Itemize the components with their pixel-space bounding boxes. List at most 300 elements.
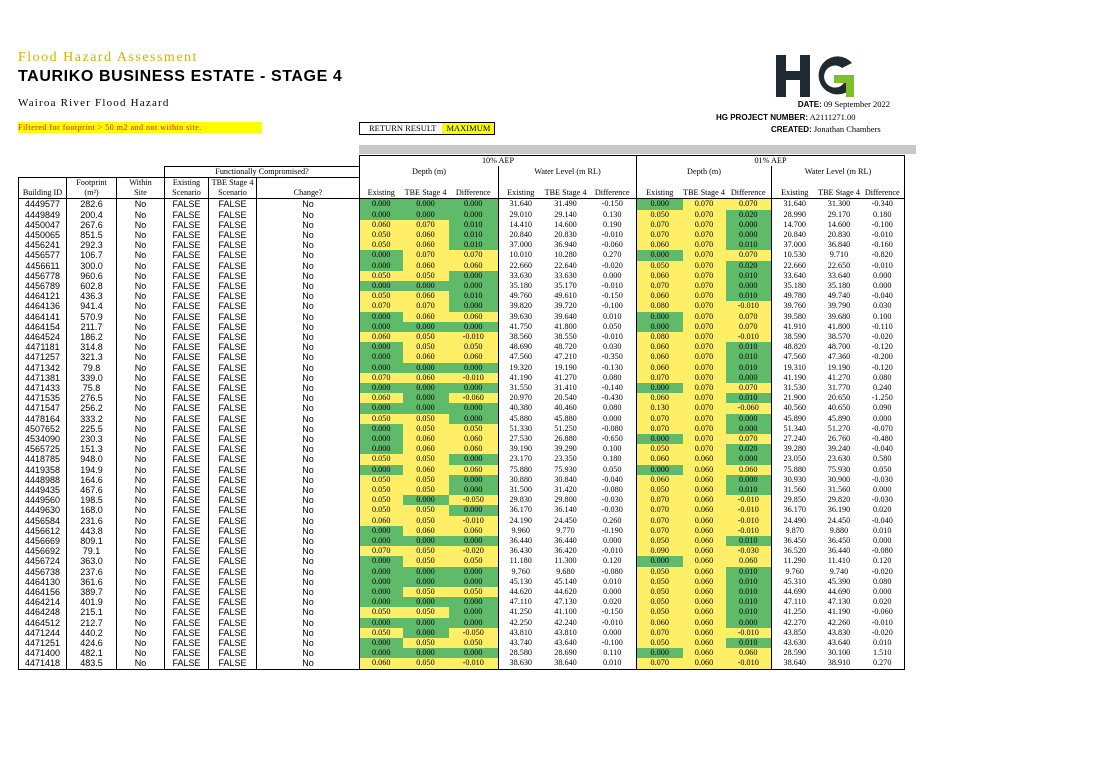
cell-depth01-existing: 0.070 — [637, 373, 683, 383]
header-depth01-tbe: TBE Stage 4 — [683, 188, 725, 198]
cell-depth10-existing: 0.050 — [360, 485, 403, 495]
return-result-label: RETURN RESULT — [369, 123, 437, 133]
cell-wl01-diff: 0.180 — [861, 210, 905, 220]
cell-wl10-diff: -0.030 — [589, 505, 637, 515]
cell-depth01-tbe: 0.060 — [683, 526, 726, 536]
cell-wl01-existing: 29.850 — [783, 495, 806, 505]
cell-tbe-scenario: FALSE — [209, 577, 257, 587]
cell-wl10-existing: 42.250 — [509, 617, 532, 627]
cell-existing-scenario: FALSE — [165, 373, 209, 383]
cell-depth10-diff: -0.010 — [449, 658, 499, 669]
cell-depth01-existing: 0.080 — [637, 301, 683, 311]
cell-depth01-diff: -0.010 — [726, 526, 772, 536]
cell-building-id: 4464524 — [19, 332, 67, 342]
cell-tbe-scenario: FALSE — [209, 567, 257, 577]
cell-building-id: 4534090 — [19, 434, 67, 444]
cell-depth01-tbe: 0.070 — [683, 271, 726, 281]
cell-depth10-diff: 0.000 — [449, 505, 499, 515]
cell-building-id: 4471257 — [19, 352, 67, 362]
hazard-title: Wairoa River Flood Hazard — [18, 97, 170, 109]
cell-wl10-diff: 0.000 — [589, 271, 637, 281]
cell-depth10-diff: 0.010 — [449, 230, 499, 240]
cell-wl10-diff: -0.190 — [589, 526, 637, 536]
cell-wl10-existing: 37.000 — [509, 240, 532, 250]
cell-wl10-diff: 0.000 — [589, 587, 637, 597]
cell-depth10-diff: 0.000 — [449, 322, 499, 332]
cell-depth01-existing: 0.060 — [637, 291, 683, 301]
table-row — [19, 352, 905, 362]
cell-depth01-existing: 0.070 — [637, 424, 683, 434]
cell-wl01-diff: -0.040 — [861, 291, 905, 301]
cell-building-id: 4471418 — [19, 658, 67, 669]
cell-wl10-existing: 31.640 — [509, 199, 532, 209]
cell-depth10-existing: 0.060 — [360, 658, 403, 669]
cell-tbe-scenario: FALSE — [209, 587, 257, 597]
cell-depth01-diff: 0.010 — [726, 240, 772, 250]
cell-depth10-diff: 0.050 — [449, 556, 499, 566]
table-row — [19, 312, 905, 322]
cell-depth01-tbe: 0.060 — [683, 658, 726, 669]
cell-footprint: 79.1 — [67, 546, 117, 556]
header-tbe: TBE Stage 4 — [209, 177, 257, 188]
cell-wl01-existing: 31.640 — [783, 199, 806, 209]
cell-building-id: 4456669 — [19, 536, 67, 546]
cell-depth10-tbe: 0.070 — [403, 220, 449, 230]
cell-footprint: 960.6 — [67, 271, 117, 281]
hg-logo-icon — [776, 55, 856, 97]
cell-wl10-existing: 36.170 — [509, 505, 532, 515]
cell-depth01-existing: 0.060 — [637, 240, 683, 250]
created-line — [771, 124, 881, 134]
cell-depth10-existing: 0.050 — [360, 230, 403, 240]
cell-existing-scenario: FALSE — [165, 567, 209, 577]
table-row — [19, 618, 905, 628]
cell-within-site: No — [117, 475, 165, 485]
cell-depth10-tbe: 0.060 — [403, 240, 449, 250]
cell-tbe-scenario: FALSE — [209, 648, 257, 658]
cell-wl01-tbe: 9.880 — [829, 525, 849, 535]
cell-change: No — [257, 240, 360, 250]
cell-tbe-scenario: FALSE — [209, 281, 257, 291]
cell-within-site: No — [117, 638, 165, 648]
cell-within-site: No — [117, 495, 165, 505]
cell-wl01-tbe: 9.740 — [829, 566, 849, 576]
cell-existing-scenario: FALSE — [165, 414, 209, 424]
cell-depth01-tbe: 0.060 — [683, 516, 726, 526]
cell-depth01-diff: 0.070 — [726, 312, 772, 322]
header-row-cols-1 — [19, 177, 905, 188]
cell-depth10-existing: 0.000 — [360, 363, 403, 373]
cell-wl01-existing: 42.270 — [783, 617, 806, 627]
cell-within-site: No — [117, 271, 165, 281]
cell-wl10-diff: 0.080 — [589, 373, 637, 383]
cell-depth10-diff: 0.000 — [449, 199, 499, 210]
cell-wl01-existing: 40.560 — [783, 403, 806, 413]
header-footprint-unit: (m²) — [67, 188, 117, 199]
header-aep-10: 10% AEP — [360, 156, 637, 167]
cell-wl01-existing: 19.310 — [783, 362, 806, 372]
cell-depth10-existing: 0.050 — [360, 454, 403, 464]
header-row-groups — [19, 166, 905, 177]
return-result-value: MAXIMUM — [442, 123, 494, 134]
cell-depth10-existing: 0.000 — [360, 403, 403, 413]
cell-depth10-diff: 0.050 — [449, 342, 499, 352]
cell-existing-scenario: FALSE — [165, 658, 209, 669]
cell-depth01-tbe: 0.070 — [683, 332, 726, 342]
cell-building-id: 4471381 — [19, 373, 67, 383]
cell-within-site: No — [117, 403, 165, 413]
cell-wl10-tbe: 36.940 — [554, 240, 577, 250]
cell-wl10-tbe: 28.690 — [554, 648, 577, 658]
cell-existing-scenario: FALSE — [165, 628, 209, 638]
cell-wl10-existing: 38.560 — [509, 331, 532, 341]
cell-change: No — [257, 607, 360, 617]
cell-wl01-diff: 0.090 — [861, 403, 905, 413]
cell-depth10-diff: 0.000 — [449, 577, 499, 587]
cell-existing-scenario: FALSE — [165, 556, 209, 566]
table-row — [19, 628, 905, 638]
cell-wl10-diff: 0.180 — [589, 454, 637, 464]
table-row — [19, 648, 905, 658]
cell-wl01-diff: -0.020 — [861, 628, 905, 638]
cell-depth01-diff: -0.030 — [726, 546, 772, 556]
cell-depth01-existing: 0.060 — [637, 393, 683, 403]
cell-wl10-diff: 0.110 — [589, 648, 637, 658]
cell-depth01-tbe: 0.070 — [683, 414, 726, 424]
cell-within-site: No — [117, 332, 165, 342]
cell-depth01-existing: 0.060 — [637, 475, 683, 485]
header-within: Within — [117, 177, 165, 188]
cell-wl10-tbe: 31.490 — [554, 199, 577, 209]
cell-depth01-diff: 0.010 — [726, 271, 772, 281]
cell-footprint: 948.0 — [67, 454, 117, 464]
cell-within-site: No — [117, 240, 165, 250]
cell-depth10-tbe: 0.000 — [403, 648, 449, 658]
cell-depth01-existing: 0.000 — [637, 199, 683, 210]
cell-wl01-tbe: 41.190 — [827, 607, 851, 617]
cell-building-id: 4464141 — [19, 312, 67, 322]
cell-wl01-tbe: 35.180 — [827, 280, 851, 290]
cell-depth10-diff: -0.010 — [449, 373, 499, 383]
table-row — [19, 373, 905, 383]
cell-wl10-tbe: 47.130 — [554, 597, 577, 607]
cell-change: No — [257, 485, 360, 495]
cell-wl10-tbe: 44.620 — [554, 587, 577, 597]
cell-wl01-tbe: 51.270 — [827, 423, 851, 433]
cell-wl01-tbe: 36.840 — [827, 240, 851, 250]
cell-tbe-scenario: FALSE — [209, 210, 257, 220]
cell-existing-scenario: FALSE — [165, 505, 209, 515]
cell-footprint: 333.2 — [67, 414, 117, 424]
cell-footprint: 339.0 — [67, 373, 117, 383]
cell-wl01-existing: 48.820 — [783, 342, 806, 352]
table-row — [19, 658, 905, 669]
cell-tbe-scenario: FALSE — [209, 597, 257, 607]
cell-wl10-tbe: 43.640 — [554, 638, 577, 648]
cell-wl01-diff: 0.020 — [861, 505, 905, 515]
cell-depth10-existing: 0.000 — [360, 261, 403, 271]
table-row — [19, 230, 905, 240]
cell-wl01-existing: 41.910 — [783, 321, 806, 331]
cell-wl01-existing: 31.530 — [783, 382, 806, 392]
cell-wl01-existing: 43.850 — [783, 627, 806, 637]
cell-footprint: 75.8 — [67, 383, 117, 393]
cell-wl10-tbe: 20.540 — [554, 393, 577, 403]
cell-depth10-tbe: 0.000 — [403, 495, 449, 505]
cell-depth01-tbe: 0.060 — [683, 577, 726, 587]
cell-change: No — [257, 250, 360, 260]
cell-existing-scenario: FALSE — [165, 546, 209, 556]
cell-wl10-tbe: 10.280 — [554, 250, 577, 260]
cell-footprint: 300.0 — [67, 261, 117, 271]
cell-building-id: 4471547 — [19, 403, 67, 413]
cell-depth01-tbe: 0.070 — [683, 312, 726, 322]
cell-wl10-tbe: 14.600 — [554, 219, 577, 229]
cell-depth01-diff: 0.010 — [726, 485, 772, 495]
cell-wl10-tbe: 41.800 — [554, 321, 577, 331]
cell-depth10-diff: 0.060 — [449, 444, 499, 454]
cell-depth10-tbe: 0.070 — [403, 250, 449, 260]
cell-wl10-tbe: 22.640 — [554, 260, 577, 270]
cell-change: No — [257, 587, 360, 597]
cell-wl10-existing: 39.190 — [509, 444, 532, 454]
date-value: 09 September 2022 — [823, 99, 890, 109]
cell-depth10-diff: 0.000 — [449, 567, 499, 577]
table-row — [19, 454, 905, 464]
cell-depth01-diff: 0.000 — [726, 230, 772, 240]
cell-footprint: 211.7 — [67, 322, 117, 332]
header-wl10-existing: Existing — [499, 188, 543, 199]
cell-existing-scenario: FALSE — [165, 577, 209, 587]
cell-tbe-scenario: FALSE — [209, 332, 257, 342]
cell-wl01-existing: 11.290 — [783, 556, 806, 566]
cell-wl01-diff: 1.510 — [861, 648, 905, 658]
cell-depth01-tbe: 0.070 — [683, 363, 726, 373]
cell-wl01-tbe: 24.450 — [827, 515, 851, 525]
cell-wl10-tbe: 33.630 — [554, 270, 577, 280]
cell-within-site: No — [117, 281, 165, 291]
cell-wl01-diff: -0.070 — [861, 424, 905, 434]
cell-footprint: 361.6 — [67, 577, 117, 587]
cell-depth01-tbe: 0.060 — [683, 556, 726, 566]
cell-depth01-diff: 0.070 — [726, 434, 772, 444]
cell-depth01-existing: 0.070 — [637, 505, 683, 515]
cell-wl10-diff: -0.140 — [589, 383, 637, 393]
cell-wl01-existing: 39.580 — [783, 311, 806, 321]
cell-depth10-tbe: 0.050 — [403, 475, 449, 485]
cell-existing-scenario: FALSE — [165, 454, 209, 464]
cell-depth10-tbe: 0.000 — [403, 199, 449, 210]
cell-building-id: 4456241 — [19, 240, 67, 250]
cell-existing-scenario: FALSE — [165, 475, 209, 485]
cell-change: No — [257, 546, 360, 556]
cell-wl01-diff: 0.000 — [861, 587, 905, 597]
cell-tbe-scenario: FALSE — [209, 546, 257, 556]
cell-within-site: No — [117, 516, 165, 526]
cell-change: No — [257, 363, 360, 373]
cell-wl10-tbe: 19.190 — [554, 362, 577, 372]
project-title: TAURIKO BUSINESS ESTATE - STAGE 4 — [18, 68, 343, 85]
cell-wl10-existing: 29.830 — [509, 495, 532, 505]
cell-footprint: 215.1 — [67, 607, 117, 617]
cell-depth01-tbe: 0.070 — [683, 250, 726, 260]
cell-wl10-diff: -0.080 — [589, 485, 637, 495]
cell-wl10-tbe: 31.420 — [554, 485, 577, 494]
cell-wl10-existing: 44.620 — [509, 587, 532, 597]
cell-building-id: 4471535 — [19, 393, 67, 403]
cell-wl10-existing: 20.970 — [509, 393, 532, 403]
cell-change: No — [257, 281, 360, 291]
cell-tbe-scenario: FALSE — [209, 424, 257, 434]
table-row — [19, 434, 905, 444]
cell-depth10-existing: 0.000 — [360, 210, 403, 220]
cell-wl01-diff: -0.120 — [861, 363, 905, 373]
cell-change: No — [257, 210, 360, 220]
cell-tbe-scenario: FALSE — [209, 485, 257, 495]
cell-depth10-tbe: 0.070 — [403, 301, 449, 311]
cell-depth01-existing: 0.050 — [637, 607, 683, 617]
cell-tbe-scenario: FALSE — [209, 393, 257, 403]
cell-existing-scenario: FALSE — [165, 526, 209, 536]
cell-within-site: No — [117, 199, 165, 210]
header-aep-01: 01% AEP — [637, 156, 905, 167]
cell-existing-scenario: FALSE — [165, 332, 209, 342]
cell-wl01-diff: -0.030 — [861, 475, 905, 485]
cell-depth01-tbe: 0.070 — [683, 383, 726, 393]
cell-existing-scenario: FALSE — [165, 199, 209, 210]
header-existing-scenario: Scenario — [165, 188, 209, 199]
cell-footprint: 230.3 — [67, 434, 117, 444]
header-depth10-diff: Difference — [449, 188, 499, 199]
cell-change: No — [257, 424, 360, 434]
cell-wl10-diff: 0.080 — [589, 403, 637, 413]
cell-within-site: No — [117, 363, 165, 373]
cell-wl01-diff: 0.080 — [861, 373, 905, 383]
cell-wl01-diff: 0.000 — [861, 536, 905, 546]
cell-depth10-existing: 0.070 — [360, 301, 403, 311]
cell-within-site: No — [117, 424, 165, 434]
cell-wl01-tbe: 49.740 — [827, 291, 851, 301]
cell-depth01-existing: 0.050 — [637, 536, 683, 546]
cell-depth10-existing: 0.070 — [360, 546, 403, 556]
cell-depth10-diff: 0.050 — [449, 587, 499, 597]
cell-building-id: 4464136 — [19, 301, 67, 311]
cell-depth01-tbe: 0.070 — [683, 373, 726, 383]
cell-within-site: No — [117, 220, 165, 230]
cell-within-site: No — [117, 648, 165, 658]
cell-depth01-existing: 0.000 — [637, 465, 683, 475]
cell-wl01-existing: 39.280 — [783, 444, 806, 454]
cell-depth10-diff: 0.000 — [449, 485, 499, 495]
cell-depth01-tbe: 0.070 — [683, 261, 726, 271]
cell-wl01-tbe: 38.570 — [827, 331, 851, 341]
cell-wl10-diff: 0.000 — [589, 414, 637, 424]
cell-depth10-existing: 0.000 — [360, 597, 403, 607]
cell-depth01-existing: 0.050 — [637, 261, 683, 271]
cell-within-site: No — [117, 536, 165, 546]
cell-building-id: 4456724 — [19, 556, 67, 566]
cell-existing-scenario: FALSE — [165, 281, 209, 291]
cell-wl01-existing: 38.640 — [772, 658, 818, 669]
cell-wl10-tbe: 29.800 — [554, 495, 577, 505]
cell-wl01-tbe: 47.130 — [827, 597, 851, 607]
cell-existing-scenario: FALSE — [165, 495, 209, 505]
cell-wl01-tbe: 42.260 — [827, 617, 851, 627]
cell-within-site: No — [117, 454, 165, 464]
cell-wl10-diff: -0.150 — [589, 607, 637, 617]
cell-depth10-existing: 0.000 — [360, 250, 403, 260]
cell-depth10-tbe: 0.050 — [403, 271, 449, 281]
header-depth10-existing: Existing — [360, 188, 403, 199]
cell-depth01-tbe: 0.060 — [683, 587, 726, 597]
cell-wl01-diff: 0.000 — [861, 271, 905, 281]
cell-wl10-tbe: 39.640 — [554, 311, 577, 321]
cell-wl10-existing: 9.960 — [511, 525, 530, 535]
cell-change: No — [257, 465, 360, 475]
cell-depth01-diff: -0.010 — [726, 301, 772, 311]
cell-depth01-existing: 0.050 — [637, 638, 683, 648]
cell-footprint: 79.8 — [67, 363, 117, 373]
cell-depth10-existing: 0.070 — [360, 373, 403, 383]
cell-depth01-existing: 0.050 — [637, 210, 683, 220]
cell-depth01-tbe: 0.070 — [683, 393, 726, 403]
cell-existing-scenario: FALSE — [165, 607, 209, 617]
cell-wl10-tbe: 36.420 — [554, 546, 577, 556]
cell-change: No — [257, 414, 360, 424]
cell-wl10-existing: 31.550 — [509, 382, 532, 392]
cell-wl01-existing: 44.690 — [783, 587, 806, 597]
cell-depth01-diff: 0.010 — [726, 597, 772, 607]
cell-depth10-existing: 0.000 — [360, 648, 403, 658]
cell-depth01-tbe: 0.070 — [683, 240, 726, 250]
cell-wl01-existing: 51.340 — [783, 423, 806, 433]
cell-wl01-existing: 30.930 — [783, 474, 806, 484]
cell-depth10-tbe: 0.060 — [403, 352, 449, 362]
cell-within-site: No — [117, 393, 165, 403]
cell-depth10-diff: 0.000 — [449, 597, 499, 607]
header-site: Site — [117, 188, 165, 199]
cell-depth01-existing: 0.050 — [637, 485, 683, 495]
cell-depth10-tbe: 0.060 — [403, 230, 449, 240]
cell-depth10-diff: 0.060 — [449, 434, 499, 444]
cell-wl10-existing: 45.880 — [509, 413, 532, 423]
cell-within-site: No — [117, 485, 165, 495]
cell-wl01-tbe: 20.650 — [827, 393, 851, 403]
cell-depth10-tbe: 0.000 — [403, 536, 449, 546]
cell-depth01-existing: 0.050 — [637, 444, 683, 454]
cell-depth01-diff: 0.000 — [726, 454, 772, 464]
cell-depth10-diff: 0.000 — [449, 281, 499, 291]
cell-wl10-existing: 22.660 — [509, 260, 532, 270]
cell-footprint: 168.0 — [67, 505, 117, 515]
table-row — [19, 444, 905, 454]
cell-depth01-tbe: 0.070 — [683, 352, 726, 362]
header-wl01-tbe: TBE Stage 4 — [818, 188, 860, 198]
table-row — [19, 597, 905, 607]
cell-existing-scenario: FALSE — [165, 434, 209, 444]
cell-wl10-tbe: 41.270 — [554, 372, 577, 382]
cell-wl01-tbe: 39.790 — [827, 301, 851, 311]
table-row — [19, 587, 905, 597]
cell-depth10-diff: 0.060 — [449, 312, 499, 322]
table-row — [19, 424, 905, 434]
cell-depth10-existing: 0.000 — [360, 567, 403, 577]
cell-depth01-tbe: 0.070 — [683, 301, 726, 311]
cell-depth01-existing: 0.070 — [637, 495, 683, 505]
cell-existing-scenario: FALSE — [165, 465, 209, 475]
cell-tbe-scenario: FALSE — [209, 352, 257, 362]
cell-wl01-diff: -0.120 — [861, 342, 905, 352]
